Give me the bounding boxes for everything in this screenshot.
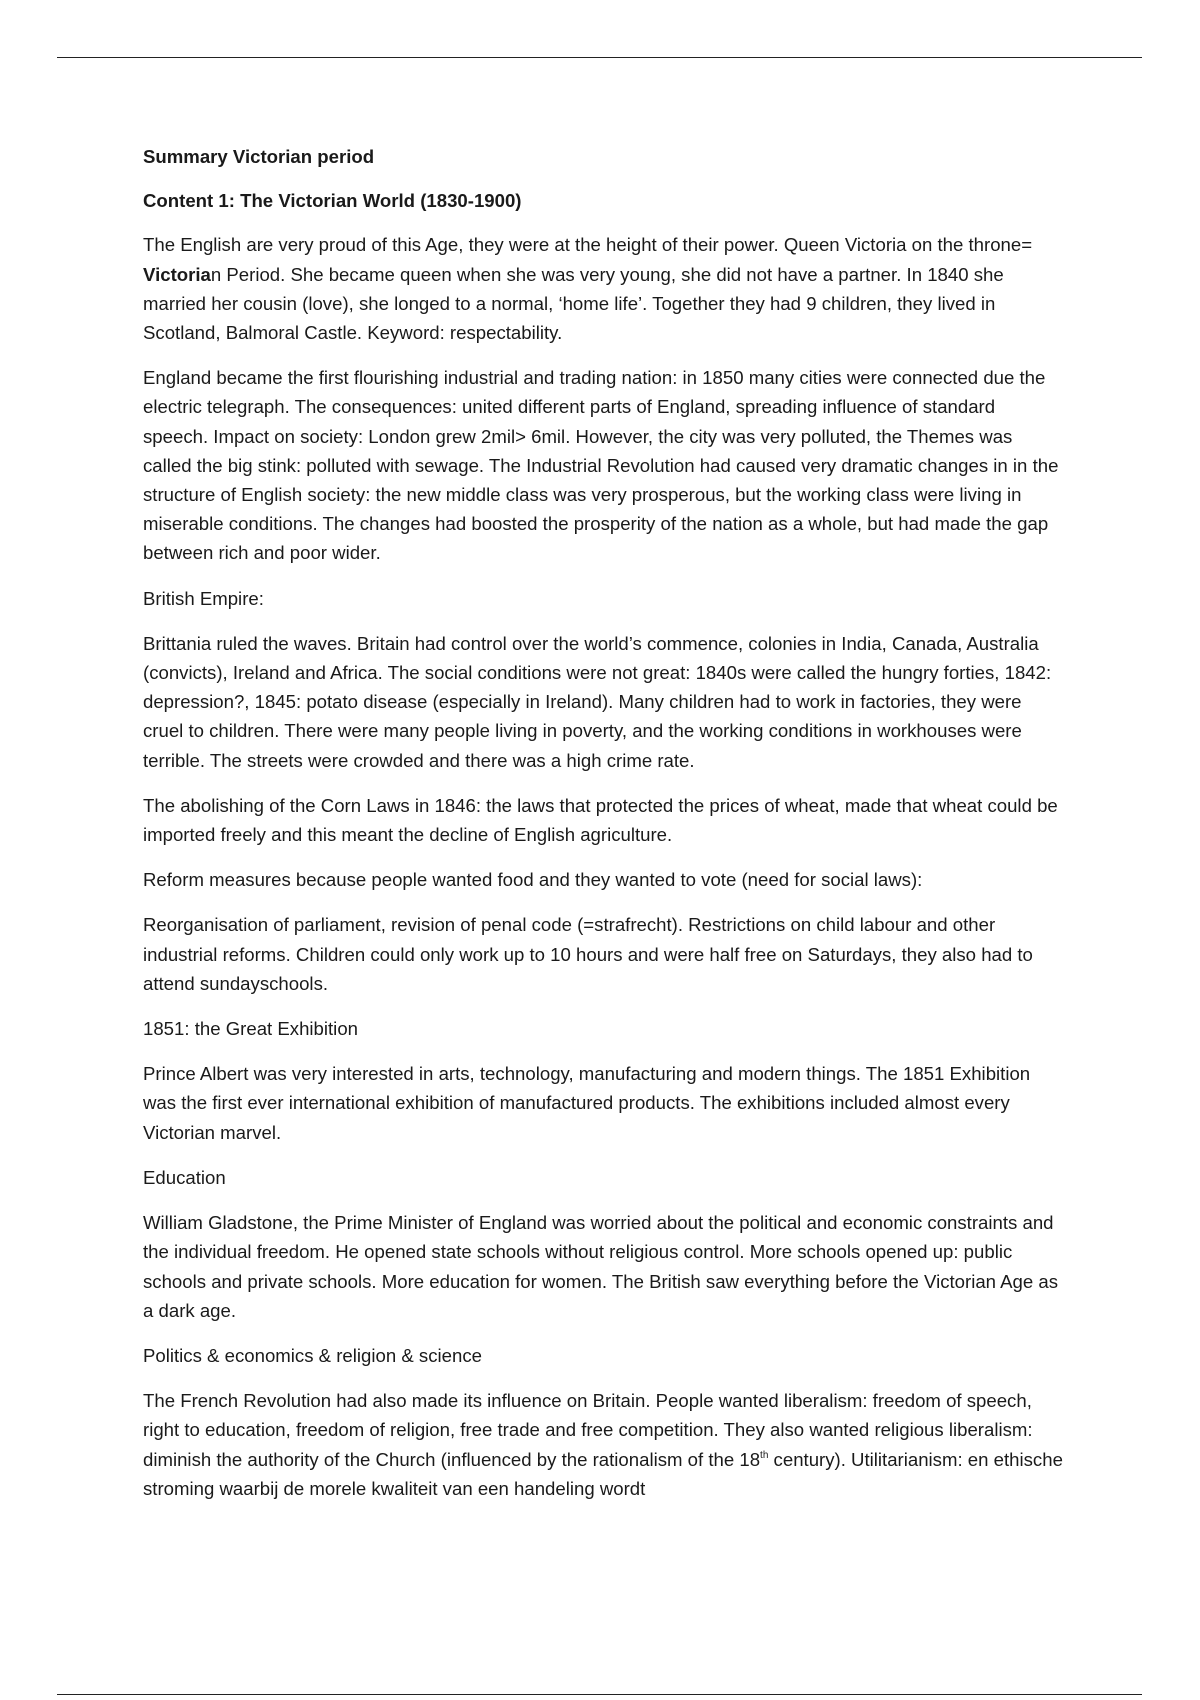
content-heading: Content 1: The Victorian World (1830-1900) xyxy=(143,190,522,212)
paragraph-industrial: England became the first flourishing industrial and trading nation: in 1850 many cities were connected due the electric telegraph. The consequences: united different parts of England, spreading influence of standard speech. Impact on society: London grew 2mil> 6mil. However, the city was very polluted, the Themes was called the big stink: polluted with sewage. The Industrial Revolution had caused very dramatic changes in in the structure of English society: the new middle class was very prosperous, but the working class were living in miserable conditions. The changes had boosted the prosperity of the nation as a whole, but had made the gap between rich and poor wider. xyxy=(143,367,1059,564)
subheading-politics: Politics & economics & religion & science xyxy=(143,1344,482,1366)
paragraph-text: The French Revolution had also made its influence on Britain. People wanted liberalism: freedom of speech, right to education, freedom of religion, free trade and free competition. They also wanted religious liberalism: diminish the authority of the Church (influenced by the rationalism of the 18 xyxy=(143,1390,1033,1470)
document-body xyxy=(143,142,1063,1519)
document-title: Summary Victorian period xyxy=(143,146,375,167)
footer-rule xyxy=(57,1694,1142,1695)
paragraph-education: William Gladstone, the Prime Minister of England was worried about the political and economic constraints and the individual freedom. He opened state schools without religious control. More schools opened up: public schools and private schools. More education for women. The British saw everything before the Victorian Age as a dark age. xyxy=(143,1212,1059,1321)
paragraph-exhibition: Prince Albert was very interested in arts, technology, manufacturing and modern things. The 1851 Exhibition was the first ever international exhibition of manufactured products. The exhibitions included almost every Victorian marvel. xyxy=(143,1063,1031,1143)
paragraph-politics xyxy=(143,1386,1063,1503)
superscript-text: th xyxy=(760,1449,769,1461)
paragraph-text: n Period. She became queen when she was very young, she did not have a partner. In 1840 she married her cousin (love), she longed to a normal, ‘home life’. Together they had 9 children, they lived in Scotland, Balmoral Castle. Keyword: respectability. xyxy=(143,263,1004,344)
paragraph-victoria xyxy=(143,230,1063,347)
paragraph-corn-laws: The abolishing of the Corn Laws in 1846: the laws that protected the prices of wheat, made that wheat could be imported freely and this meant the decline of English agriculture. xyxy=(143,794,1058,846)
paragraph-empire: Brittania ruled the waves. Britain had control over the world’s commence, colonies in India, Canada, Australia (convicts), Ireland and Africa. The social conditions were not great: 1840s were called the hungry forties, 1842: depression?, 1845: potato disease (especially in Ireland). Many children had to work in factories, they were cruel to children. There were many people living in poverty, and the working conditions in workhouses were terrible. The streets were crowded and there was a high crime rate. xyxy=(143,632,1052,771)
paragraph-text: The English are very proud of this Age, they were at the height of their power. Queen Victoria on the throne= xyxy=(143,234,1033,256)
subheading-british-empire: British Empire: xyxy=(143,587,264,609)
subheading-education: Education xyxy=(143,1166,226,1188)
paragraph-reform: Reform measures because people wanted food and they wanted to vote (need for social laws): xyxy=(143,869,923,891)
bold-text: Victoria xyxy=(143,263,211,285)
paragraph-text: century). Utilitarianism: en ethische stroming waarbij de morele kwaliteit van een handeling wordt xyxy=(143,1448,1063,1499)
subheading-great-exhibition: 1851: the Great Exhibition xyxy=(143,1018,358,1040)
header-rule xyxy=(57,57,1142,58)
paragraph-reorganisation: Reorganisation of parliament, revision of penal code (=strafrecht). Restrictions on child labour and other industrial reforms. Children could only work up to 10 hours and were half free on Saturdays, they also had to attend sundayschools. xyxy=(143,914,1033,994)
